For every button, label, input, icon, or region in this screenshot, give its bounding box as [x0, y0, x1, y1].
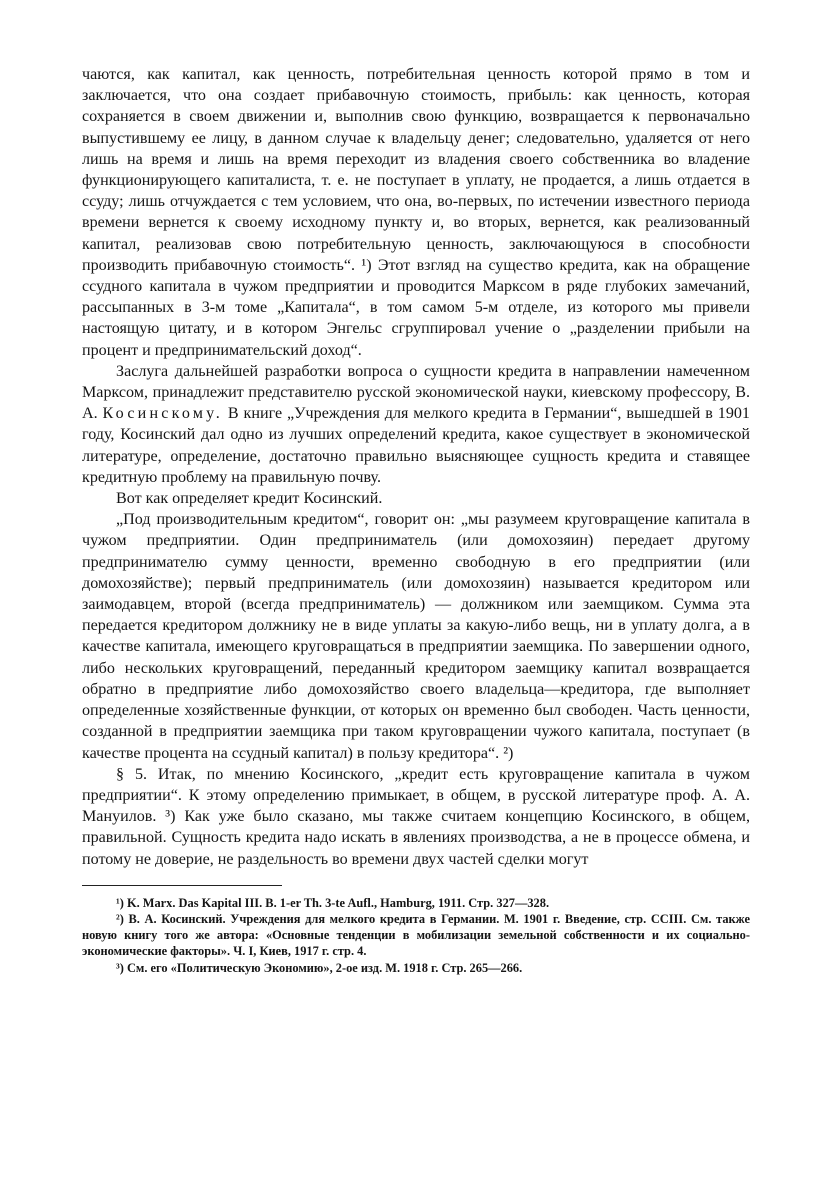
footnote-3: ³) См. его «Политическую Экономию», 2-ое изд. М. 1918 г. Стр. 265—266.: [116, 960, 523, 975]
footnote-divider: [82, 885, 282, 886]
footnote-2: ²) В. А. Косинский. Учреждения для мелкого кредита в Германии. М. 1901 г. Введение, стр. CCIII. См. также новую книгу того же автора: «Основные тенденции в мобилизации земельной собственности и их социально-экономические факторы». Ч. I, Киев, 1917 г. стр. 4.: [82, 911, 750, 959]
kosinsky-intro-text: Заслуга дальнейшей разработки вопроса о сущности кредита в направлении намеченном Марксом, принадлежит представителю русской экономической науки, киевскому профессору, В. А.: [82, 362, 750, 423]
paragraph-kosinsky-merit: [82, 361, 750, 488]
paragraph-marx-credit: чаются, как капитал, как ценность, потребительная ценность которой прямо в том и заключается, что она создает прибавочную стоимость, прибыль: как ценность, которая сохраняется в своем движении и, выполнив свою функцию, возвращается к первоначально выпустившему ее лицу, в данном случае к владельцу денег; следовательно, удаляется от него лишь на время и лишь на время переходит из владения своего собственника во владение функционирующего капиталиста, т. е. не поступает в уплату, не продается, а лишь отдается в ссуду; лишь отчуждается с тем условием, что она, во-первых, по истечении известного периода времени вернется к своему исходному пункту и, во вторых, вернется, как реализованный капитал, реализовав свою потребительную ценность, заключающуюся в способности производить прибавочную стоимость“. ¹) Этот взгляд на существо кредита, как на обращение ссудного капитала в чужом предприятии и проводится Марксом в ряде глубоких замечаний, рассыпанных в 3-м томе „Капитала“, в том самом 5-м отделе, из которого мы привели настоящую цитату, и в котором Энгельс сгруппировал учение о „разделении прибыли на процент и предпринимательский доход“.: [82, 66, 750, 359]
paragraph-kosinsky-quote: „Под производительным кредитом“, говорит он: „мы разумеем круговращение капитала в чужом предприятии. Один предприниматель (или домохозяин) передает другому предпринимателю сумму ценности, временно свободную в его предприятии (или домохозяйстве); первый предприниматель (или домохозяин) называется кредитором или заимодавцем, второй (всегда предприниматель) — должником или заемщиком. Сумма эта передается кредитором должнику не в виде уплаты за какую-либо вещь, ни в уплату долга, а в качестве капитала, имеющего круговращаться в предприятии заемщика. По завершении одного, либо нескольких круговращений, переданный кредитором заемщику капитал возвращается обратно в предприятие либо домохозяйство своего владельца—кредитора, где выполняет определенные хозяйственные функции, от которых он временно был свободен. Часть ценности, созданной в предприятии заемщика при таком круговращении чужого капитала, поступает (в качестве процента на ссудный капитал) в пользу кредитора“. ²): [82, 511, 750, 762]
kosinsky-name-spaced: Косинскому.: [102, 405, 224, 423]
footnote-1: ¹) K. Marx. Das Kapital III. B. 1-er Th. 3-te Aufl., Hamburg, 1911. Стр. 327—328.: [116, 895, 550, 910]
paragraph-definition-intro: Вот как определяет кредит Косинский.: [116, 490, 383, 508]
page-body: [82, 64, 750, 976]
kosinsky-book-text: В книге „Учреждения для мелкого кредита в Германии“, вышедшей в 1901 году, Косинский дал одно из лучших определений кредита, какое существует в экономической литературе, определение, достаточно правильно выясняющее сущность кредита и ставящее кредитную проблему на правильную почву.: [82, 405, 750, 486]
paragraph-section-5: § 5. Итак, по мнению Косинского, „кредит есть круговращение капитала в чужом предприятии“. К этому определению примыкает, в общем, в русской литературе проф. А. А. Мануилов. ³) Как уже было сказано, мы также считаем концепцию Косинского, в общем, правильной. Сущность кредита надо искать в явлениях производства, а не в процессе обмена, и потому не доверие, не раздельность во времени двух частей сделки могут: [82, 765, 750, 868]
